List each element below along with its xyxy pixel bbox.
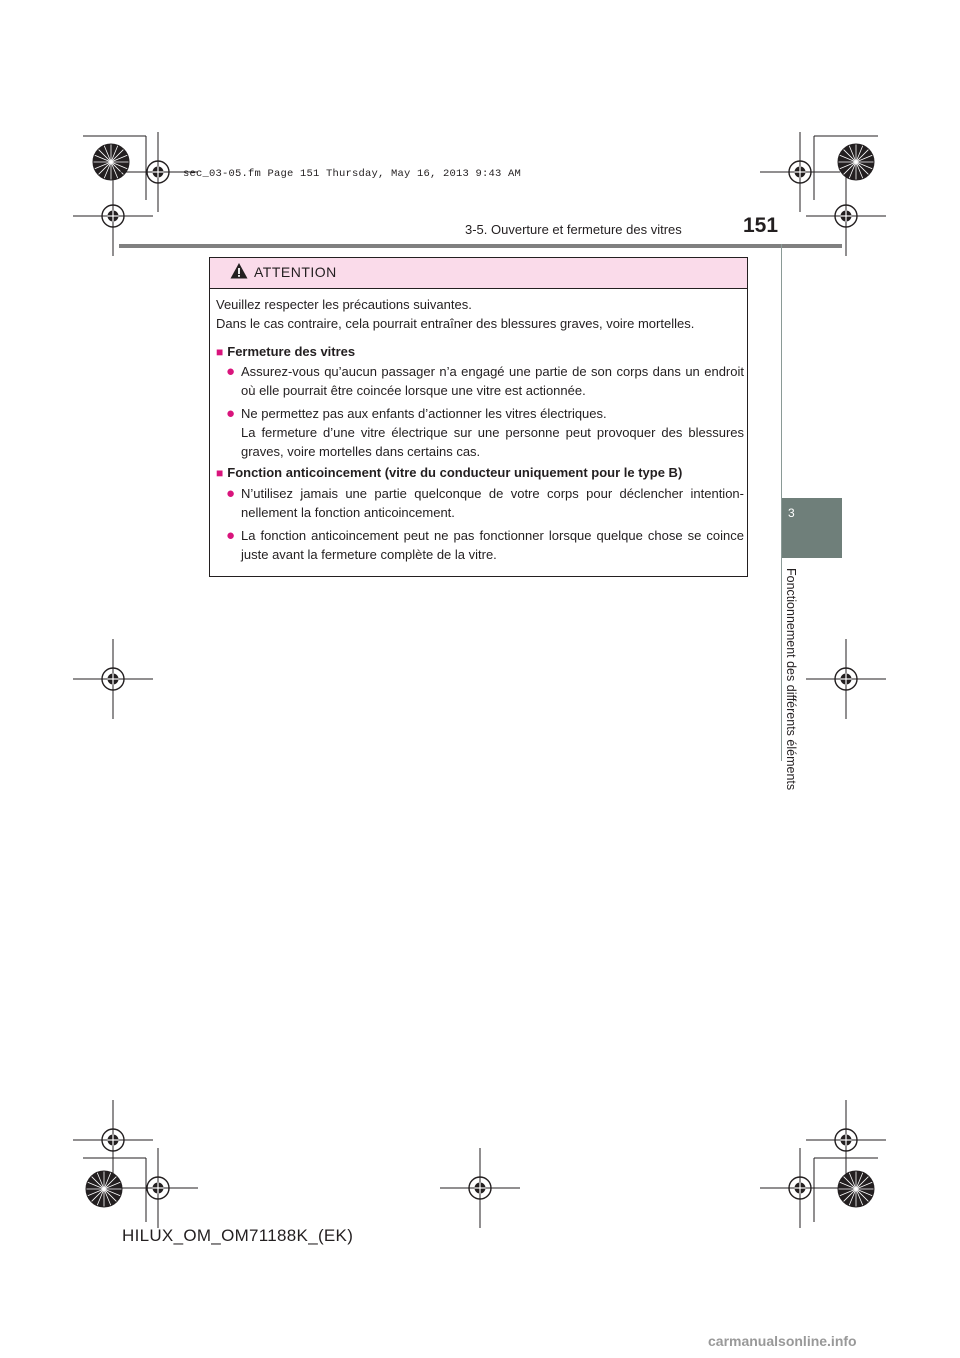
model-code: HILUX_OM_OM71188K_(EK): [122, 1226, 354, 1245]
square-bullet-icon: ■: [216, 345, 224, 359]
list-item: ● Assurez-vous qu’aucun passager n’a engagé une partie de son corps dans un endroit où elle pourrait être coincée lorsque une vitre est actionnée.: [226, 363, 744, 398]
warning-triangle-icon: [230, 262, 248, 280]
registration-mark-icon: [760, 1148, 840, 1228]
square-bullet-icon: ■: [216, 466, 224, 480]
section-title: 3-5. Ouverture et fermeture des vitres: [465, 222, 682, 237]
chapter-number: 3: [788, 506, 795, 520]
attention-box: [209, 257, 748, 577]
star-target-icon: [838, 144, 874, 180]
registration-mark-icon: [73, 1100, 153, 1180]
intro-line: Dans le cas contraire, cela pourrait entraîner des blessures graves, voire mortelles.: [216, 316, 695, 331]
registration-mark-icon: [806, 639, 886, 719]
list-item: ● N’utilisez jamais une partie quelconque de votre corps pour déclencher intention-nellement la fonction anticoincement.: [226, 485, 744, 520]
intro-line: Veuillez respecter les précautions suivantes.: [216, 297, 472, 312]
attention-header: [210, 258, 747, 289]
attention-title: ATTENTION: [254, 264, 337, 280]
star-target-icon: [86, 1171, 122, 1207]
bullet-icon: ●: [226, 485, 236, 502]
registration-mark-icon: [806, 1100, 886, 1180]
section-heading: ■ Fonction anticoincement (vitre du conducteur uniquement pour le type B): [216, 465, 683, 480]
bullet-icon: ●: [226, 527, 236, 544]
registration-mark-icon: [73, 639, 153, 719]
header-rule: [119, 244, 842, 248]
registration-mark-icon: [440, 1148, 520, 1228]
star-target-icon: [838, 1171, 874, 1207]
list-item: ● La fonction anticoincement peut ne pas fonctionner lorsque quelque chose se coince juste avant la fermeture complète de la vitre.: [226, 527, 744, 562]
bullet-icon: ●: [226, 363, 236, 380]
print-stamp: sec_03-05.fm Page 151 Thursday, May 16, 2013 9:43 AM: [183, 168, 522, 180]
watermark: carmanualsonline.info: [708, 1333, 857, 1349]
section-heading: ■ Fermeture des vitres: [216, 344, 356, 359]
page-number: 151: [743, 214, 779, 237]
chapter-title: Fonctionnement des différents éléments: [784, 568, 798, 791]
registration-mark-icon: [118, 1148, 198, 1228]
attention-intro: [216, 295, 746, 333]
list-item: ● Ne permettez pas aux enfants d’actionner les vitres électriques. La fermeture d’une vitre électrique sur une personne peut provoquer des blessures graves, voire mortelles dans certains cas.: [226, 405, 744, 459]
star-target-icon: [93, 144, 129, 180]
registration-mark-icon: [760, 132, 840, 212]
bullet-icon: ●: [226, 405, 236, 422]
